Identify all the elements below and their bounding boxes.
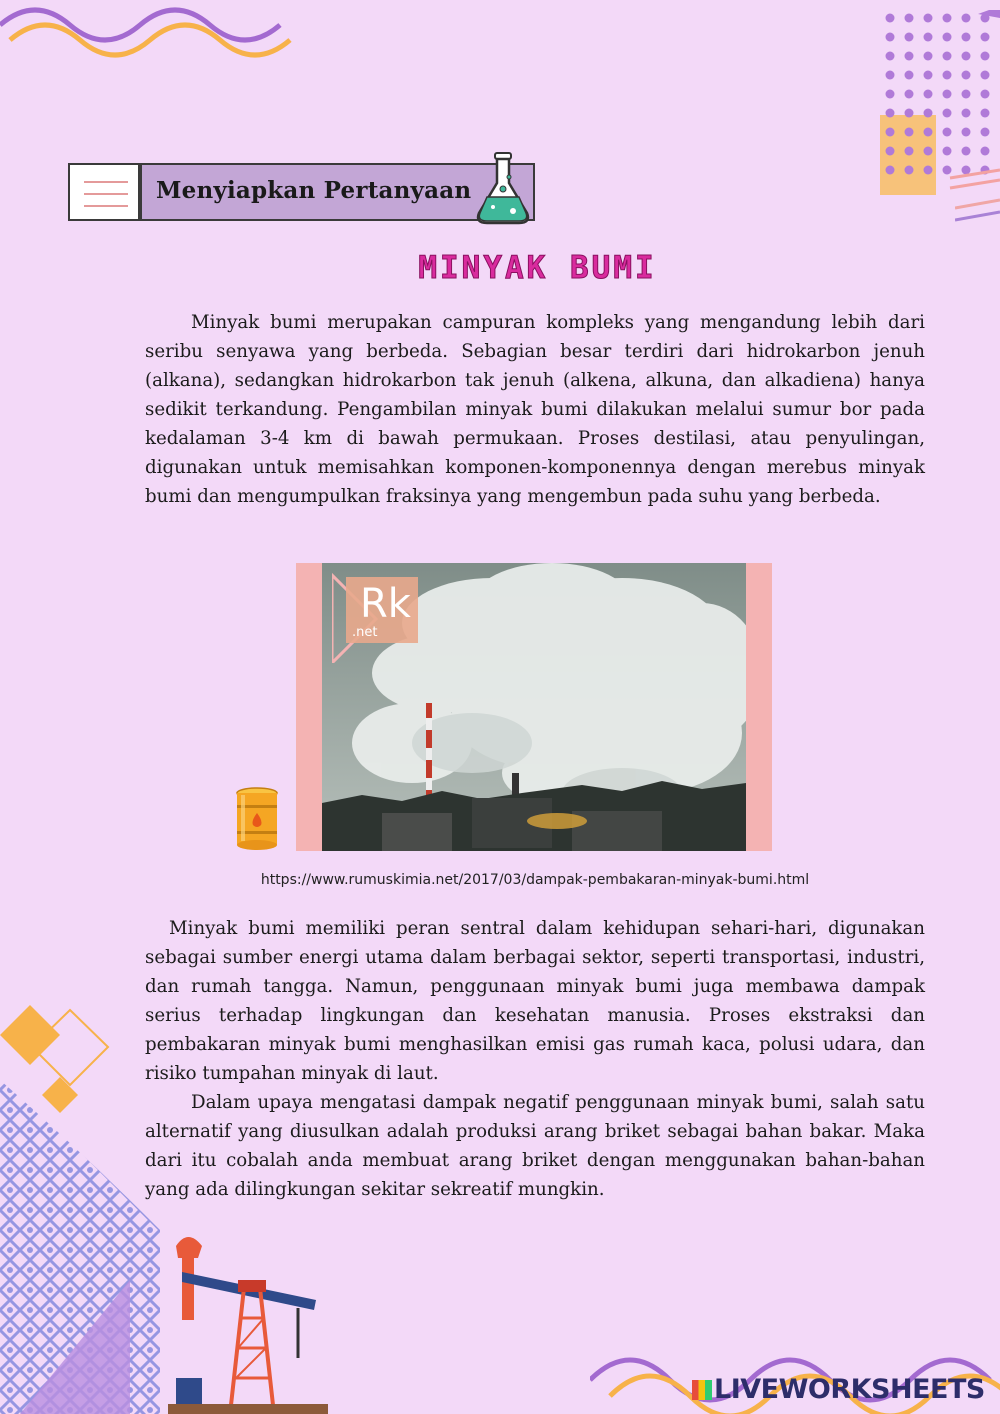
liveworksheets-logo xyxy=(692,1374,985,1405)
pattern-decoration-bottom-left xyxy=(0,1080,165,1414)
paragraph-task xyxy=(145,1088,925,1204)
rk-watermark xyxy=(332,565,422,663)
paragraph-intro xyxy=(145,308,925,511)
oil-pump-jack-icon xyxy=(168,1228,328,1414)
paragraph-impact xyxy=(145,914,925,1088)
image-source-url: https://www.rumuskimia.net/2017/03/dampak-pembakaran-minyak-bumi.html xyxy=(260,872,810,888)
liveworksheets-logo-text: LIVEWORKSHEETS xyxy=(714,1374,985,1405)
rk-watermark-main: Rk xyxy=(360,581,411,627)
section-header xyxy=(68,163,528,223)
oil-barrel-icon xyxy=(233,787,281,851)
dot-grid-decoration-top-right xyxy=(880,10,1000,210)
flask-icon xyxy=(473,149,533,229)
notepad-icon xyxy=(68,163,140,221)
wave-decoration-top-left xyxy=(0,0,300,70)
liveworksheets-logo-icon xyxy=(692,1380,712,1400)
stripe-decoration-right xyxy=(955,190,1000,230)
paragraph-task-text: Dalam upaya mengatasi dampak negatif penggunaan minyak bumi, salah satu alternatif yang diusulkan adalah produksi arang briket sebagai bahan bakar. Maka dari itu cobalah anda membuat arang briket dengan menggunakan bahan-bahan yang ada dilingkungan sekitar sekreatif mungkin. xyxy=(145,1092,925,1200)
rk-watermark-sub: .net xyxy=(352,625,378,640)
paragraph-intro-text: Minyak bumi merupakan campuran kompleks yang mengandung lebih dari seribu senyawa yang berbeda. Sebagian besar terdiri dari hidrokarbon jenuh (alkana), sedangkan hidrokarbon tak jenuh (alkena, alkuna, dan alkadiena) hanya sedikit terkandung. Pengambilan minyak bumi dilakukan melalui sumur bor pada kedalaman 3-4 km di bawah permukaan. Proses destilasi, atau penyulingan, digunakan untuk memisahkan komponen-komponennya dengan merebus minyak bumi dan mengumpulkan fraksinya yang mengembun pada suhu yang berbeda. xyxy=(145,312,925,507)
main-title-wrap xyxy=(0,250,1000,286)
factory-smoke-photo xyxy=(322,563,746,851)
section-header-title: Menyiapkan Pertanyaan xyxy=(156,177,472,204)
photo-frame xyxy=(296,563,772,851)
main-title: MINYAK BUMI xyxy=(418,250,657,286)
paragraph-impact-text: Minyak bumi memiliki peran sentral dalam kehidupan sehari-hari, digunakan sebagai sumber energi utama dalam berbagai sektor, seperti transportasi, industri, dan rumah tangga. Namun, penggunaan minyak bumi juga membawa dampak serius terhadap lingkungan dan kesehatan manusia. Proses ekstraksi dan pembakaran minyak bumi menghasilkan emisi gas rumah kaca, polusi udara, dan risiko tumpahan minyak di laut. xyxy=(145,918,925,1084)
